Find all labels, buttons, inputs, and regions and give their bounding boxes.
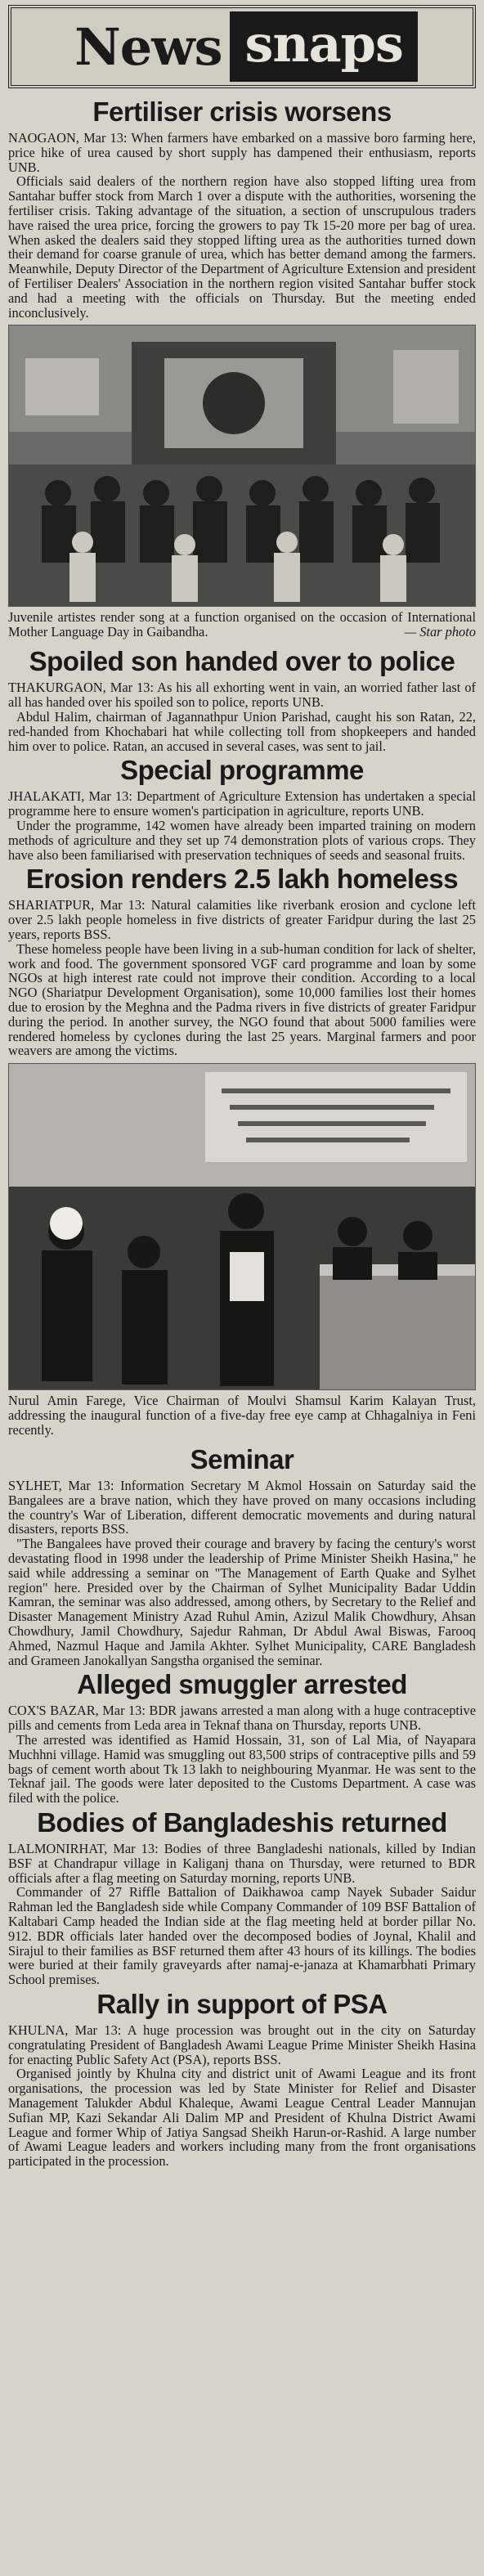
article-smuggler xyxy=(8,1669,476,1806)
article-paragraph: Officials said dealers of the northern region have also stopped lifting urea from Santahar buffer stock from March 1 over a dispute with the authorities, worsening the fertiliser crisis. Taking advantage of the situation, a section of unscrupulous traders have raised the urea price, forcing the growers to pay Tk 15-20 more per bag of urea. When asked the dealers said they stopped lifting urea as the authorities turned down their demand for coarse granule of urea, which has better demand among the farmers. Meanwhile, Deputy Director of the Department of Agriculture Extension and president of Fertiliser Dealers' Association in the northern region visited Santahar buffer stock and had a meeting with the officials on Thursday. But the meeting ended inconclusively. xyxy=(8,173,476,321)
article-paragraph: SYLHET, Mar 13: Information Secretary M Akmol Hossain on Saturday said the Bangalees are a brave nation, which they have proved on many occasions including the country's War of Liberation, different democratic movements and during natural disasters, reports BSS. xyxy=(8,1478,476,1537)
masthead-word-news: News xyxy=(74,16,222,77)
photo-eye-camp xyxy=(8,1063,476,1390)
article-headline: Spoiled son handed over to police xyxy=(29,646,455,677)
photo-caption-text: Nurul Amin Farege, Vice Chairman of Moulvi Shamsul Karim Kalayan Trust, addressing the inaugural function of a five-day free eye camp at Chhagalniya in Feni recently. xyxy=(8,1393,476,1438)
article-fertiliser xyxy=(8,96,476,320)
article-paragraph: Organised jointly by Khulna city and district unit of Awami League and its front organisations, the procession was led by State Minister for Relief and Disaster Management Talukder Abdul Khaleque, Awami League Central Leader Mannujan Sufian MP, Kazi Sekandar Ali Dalim MP and President of Khulna District Awami League and former Whip of Jatiya Sangsad Sheikh Harun-or-Rashid. A large number of Awami League leaders and workers including many from the front organisations participated in the procession. xyxy=(8,2066,476,2170)
article-paragraph: Under the programme, 142 women have already been imparted training on modern methods of agriculture and they set up 74 demonstration plots of various crops. They have also been familiarised with preservation techniques of seeds and seasonal fruits. xyxy=(8,817,476,863)
article-body xyxy=(8,131,476,320)
photo-caption xyxy=(8,610,476,640)
masthead-word-snaps: snaps xyxy=(230,11,417,82)
article-headline: Erosion renders 2.5 lakh homeless xyxy=(25,864,459,895)
article-paragraph: COX'S BAZAR, Mar 13: BDR jawans arrested a man along with a huge contraceptive pills and cements from Leda area in Teknaf thana on Thursday, reports UNB. xyxy=(8,1703,476,1734)
article-bodies-returned xyxy=(8,1807,476,1987)
article-headline: Special programme xyxy=(120,755,364,786)
masthead xyxy=(8,5,476,88)
article-body xyxy=(8,680,476,753)
article-body xyxy=(8,1842,476,1987)
article-paragraph: Abdul Halim, chairman of Jagannathpur Union Parishad, caught his son Ratan, 22, red-handed from Khochabari hat while collecting toll from shopkeepers and handed him over to police. Ratan, an accused in several cases, was sent to jail. xyxy=(8,708,476,754)
photo-juvenile-artistes xyxy=(8,325,476,607)
article-paragraph: LALMONIRHAT, Mar 13: Bodies of three Bangladeshi nationals, killed by Indian BSF at Chandrapur village in Kaliganj thana on Thursday, were returned to BDR officials after a flag meeting on Saturday morning, reports UNB. xyxy=(8,1841,476,1886)
article-body xyxy=(8,2023,476,2169)
article-erosion xyxy=(8,864,476,1058)
article-paragraph: NAOGAON, Mar 13: When farmers have embarked on a massive boro farming here, price hike of urea caused by short supply has dampened their enthusiasm, reports UNB. xyxy=(8,130,476,175)
article-paragraph: THAKURGAON, Mar 13: As his all exhorting went in vain, an worried father last of all has handed over his spoiled son to police, reports UNB. xyxy=(8,680,476,711)
article-paragraph: These homeless people have been living in a sub-human condition for lack of shelter, work and food. The government sponsored VGF card programme and loan by some NGOs at high interest rate could not improve their condition. According to a local NGO (Shariatpur Development Organisation), some 10,000 families lost their homes due to erosion by the Meghna and the Padma rivers in five districts of greater Faridpur during the period. In another survey, the NGO found that about 5000 families were rendered homeless by cyclones during the last 25 years. Marginal farmers and poor weavers are among the victims. xyxy=(8,940,476,1059)
photo-credit: — Star photo xyxy=(404,624,476,640)
article-body xyxy=(8,789,476,862)
article-headline: Bodies of Bangladeshis returned xyxy=(37,1807,447,1838)
photo-caption-text: Juvenile artistes render song at a function organised on the occasion of International Mother Language Day in Gaibandha. xyxy=(8,609,476,640)
article-special-programme xyxy=(8,755,476,862)
article-headline: Seminar xyxy=(190,1444,294,1475)
article-paragraph: JHALAKATI, Mar 13: Department of Agriculture Extension has undertaken a special programme here to ensure women's participation in agriculture, reports UNB. xyxy=(8,788,476,819)
article-headline: Fertiliser crisis worsens xyxy=(92,96,392,127)
article-spoiled-son xyxy=(8,646,476,753)
article-paragraph: "The Bangalees have proved their courage and bravery by facing the century's worst devastating flood in 1998 under the leadership of Prime Minister Sheikh Hasina," he said while addressing a seminar on "The Management of Earth Quake and Sylhet region" here. Presided over by the Chairman of Sylhet Municipality Badar Uddin Kamran, the seminar was also addressed, among others, by Secretary to the Relief and Disaster Management Ministry Azad Ruhul Amin, Azizul Malik Chowdhury, Ahsan Chowdhury, Jamil Chowdhury, Sajedur Rahman, Dr Abdul Awal Biswas, Farooq Ahmed, Nazmul Haque and Jamila Akhter. Sylhet Municipality, CARE Bangladesh and Grameen Janokallyan Sangstha organised the seminar. xyxy=(8,1536,476,1668)
article-body xyxy=(8,898,476,1058)
article-headline: Rally in support of PSA xyxy=(96,1989,388,2019)
photo-image xyxy=(9,1064,475,1390)
article-paragraph: KHULNA, Mar 13: A huge procession was brought out in the city on Saturday congratulating President of Bangladesh Awami League Prime Minister Sheikh Hasina for enacting Public Safety Act (PSA), reports BSS. xyxy=(8,2022,476,2067)
article-headline: Alleged smuggler arrested xyxy=(77,1669,407,1700)
article-body xyxy=(8,1479,476,1667)
article-paragraph: SHARIATPUR, Mar 13: Natural calamities like riverbank erosion and cyclone left over 2.5 lakh people homeless in five districts of greater Faridpur during the last 25 years, reports BSS. xyxy=(8,897,476,942)
article-seminar xyxy=(8,1444,476,1667)
photo-image xyxy=(9,325,475,607)
photo-caption xyxy=(8,1393,476,1438)
article-paragraph: Commander of 27 Riffle Battalion of Daikhawoa camp Nayek Subader Saidur Rahman led the Bangladesh side while Company Commander of 109 BSF Battalion of Kaltabari Camp headed the Indian side at the flag meeting held at border pillar No. 912. BDR officials later handed over the decomposed bodies of Joynal, Khalil and Sirajul to their families as BSF returned them after 43 hours of its killings. The bodies were buried at their family graveyards after namaj-e-janaza at Khamarbhati Primary School premises. xyxy=(8,1884,476,1988)
article-psa-rally xyxy=(8,1989,476,2169)
article-body xyxy=(8,1703,476,1806)
article-paragraph: The arrested was identified as Hamid Hossain, 31, son of Lal Mia, of Nayapara Muchhni village. Hamid was smuggling out 83,500 strips of contraceptive pills and 59 bags of cement worth about Tk 13 lakh to neighbouring Myanmar. He was sent to the Teknaf jail. The goods were later deposited to the Customs Department. A case was filed with the police. xyxy=(8,1732,476,1806)
